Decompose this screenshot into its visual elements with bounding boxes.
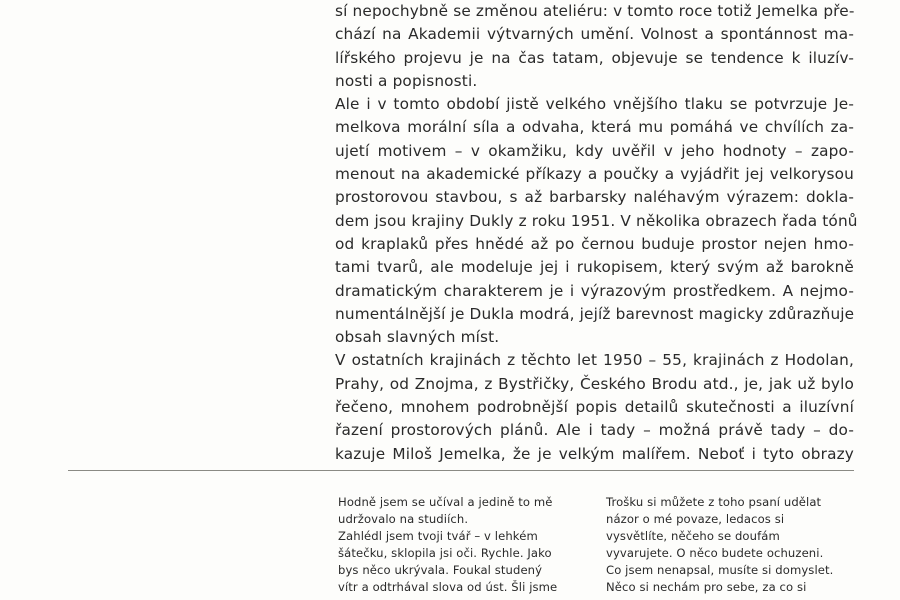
text-line: chází na Akademii výtvarných umění. Volnost a spontánnost ma- xyxy=(335,25,854,44)
footnote-line: Zahlédl jsem tvoji tvář – v lehkém xyxy=(338,529,538,543)
text-line: prostorovou stavbou, s až barbarsky naléhavým výrazem: dokla- xyxy=(335,188,854,207)
text-line: dem jsou krajiny Dukly z roku 1951. V několika obrazech řada tónů xyxy=(335,211,858,230)
horizontal-divider xyxy=(68,470,854,471)
text-line: tami tvarů, ale modeluje jej i rukopisem, který svým až barokně xyxy=(335,258,854,277)
footnote-line: vysvětlíte, něčeho se doufám xyxy=(606,529,780,543)
text-line: lířského projevu je na čas tatam, objevuje se tendence k iluzív- xyxy=(335,48,854,67)
footnote-line: Něco si nechám pro sebe, za co si xyxy=(606,580,807,594)
text-line: kazuje Miloš Jemelka, že je velkým malířem. Neboť i tyto obrazy xyxy=(335,444,854,463)
text-line: numentálnější je Dukla modrá, jejíž barevnost magicky zdůrazňuje xyxy=(335,304,855,323)
footnote-line: vítr a odtrhával slova od úst. Šli jsme xyxy=(338,580,558,594)
text-line: obsah slavných míst. xyxy=(335,328,500,347)
text-line: V ostatních krajinách z těchto let 1950 – 55, krajinách z Hodolan, xyxy=(335,351,854,370)
text-line: Prahy, od Znojma, z Bystřičky, Českého Brodu atd., je, jak už bylo xyxy=(335,374,854,393)
footnote-column-left xyxy=(338,494,598,596)
text-line: sí nepochybně se změnou ateliéru: v tomto roce totiž Jemelka pře- xyxy=(335,2,855,20)
footnote-line: bys něco ukrývala. Foukal studený xyxy=(338,563,543,577)
main-text-column xyxy=(335,0,858,466)
footnote-column-right xyxy=(606,494,866,596)
footnote-line: vyvarujete. O něco budete ochuzeni. xyxy=(606,546,824,560)
footnote-line: názor o mé povaze, ledacos si xyxy=(606,512,785,526)
text-line: řečeno, mnohem podrobnější popis detailů skutečnosti a iluzívní xyxy=(335,398,854,417)
text-line: nosti a popisnosti. xyxy=(335,71,478,90)
text-line: od kraplaků přes hnědé až po černou buduje prostor nejen hmo- xyxy=(335,234,854,253)
footnote-line: udržovalo na studiích. xyxy=(338,512,469,526)
footnote-line: Co jsem nenapsal, musíte si domyslet. xyxy=(606,563,834,577)
footnote-line: šátečku, sklopila jsi oči. Rychle. Jako xyxy=(338,546,552,560)
text-line: Ale i v tomto období jistě velkého vnějšího tlaku se potvrzuje Je- xyxy=(335,95,854,114)
text-line: řazení prostorových plánů. Ale i tady – možná právě tady – do- xyxy=(335,421,854,440)
text-line: dramatickým charakterem je i výrazovým prostředkem. A nejmo- xyxy=(335,281,854,300)
footnote-line: Hodně jsem se učíval a jedině to mě xyxy=(338,495,553,509)
text-line: menout na akademické příkazy a poučky a vyjádřit jej velkorysou xyxy=(335,165,854,184)
text-line: melkova morální síla a odvaha, která mu pomáhá ve chvílích za- xyxy=(335,118,854,137)
footnote-line: Trošku si můžete z toho psaní udělat xyxy=(606,495,822,509)
text-line: ujetí motivem – v okamžiku, kdy uvěřil v jeho hodnoty – zapo- xyxy=(335,141,854,160)
